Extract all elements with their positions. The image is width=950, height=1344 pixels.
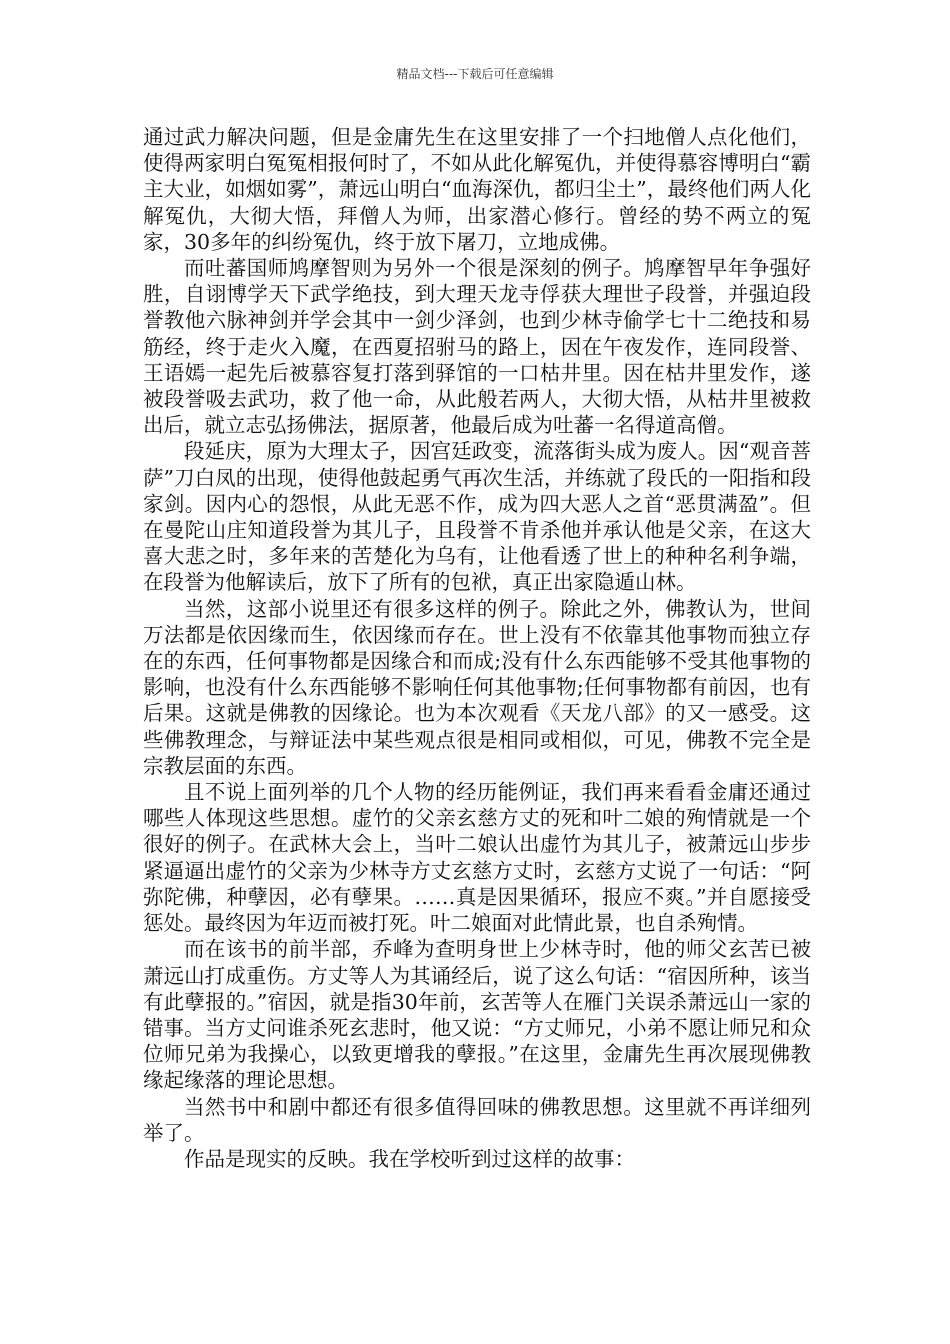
paragraph-1: 通过武力解决问题，但是金庸先生在这里安排了一个扫地僧人点化他们，使得两家明白冤冤相报何时了，不如从此化解冤仇，并使得慕容博明白“霸主大业，如烟如雾”，萧远山明白“血海深仇，都归尘土”，最终他们两人化解冤仇，大彻大悟，拜僧人为师，出家潜心修行。曾经的势不两立的冤家，30多年的纠纷冤仇，终于放下屠刀，立地成佛。 xyxy=(143,125,811,254)
paragraph-5: 且不说上面列举的几个人物的经历能例证，我们再来看看金庸还通过哪些人体现这些思想。虚竹的父亲玄慈方丈的死和叶二娘的殉情就是一个很好的例子。在武林大会上，当叶二娘认出虚竹为其儿子，被萧远山步步紧逼逼出虚竹的父亲为少林寺方丈玄慈方丈时，玄慈方丈说了一句话：“阿弥陀佛，种孽因，必有孽果。……真是因果循环，报应不爽。”并自愿接受惩处。最终因为年迈而被打死。叶二娘面对此情此景，也自杀殉情。 xyxy=(143,780,811,936)
document-body xyxy=(143,124,811,1172)
paragraph-7: 当然书中和剧中都还有很多值得回味的佛教思想。这里就不再详细列举了。 xyxy=(143,1094,811,1145)
paragraph-2: 而吐蕃国师鸠摩智则为另外一个很是深刻的例子。鸠摩智早年争强好胜，自诩博学天下武学绝技，到大理天龙寺俘获大理世子段誉，并强迫段誉教他六脉神剑并学会其中一剑少泽剑，也到少林寺偷学七十二绝技和易筋经，终于走火入魔，在西夏招驸马的路上，因在午夜发作，连同段誉、王语嫣一起先后被慕容复打落到驿馆的一口枯井里。因在枯井里发作，遂被段誉吸去武功，救了他一命，从此般若两人，大彻大悟，从枯井里被救出后，就立志弘扬佛法，据原著，他最后成为吐蕃一名得道高僧。 xyxy=(143,256,811,438)
paragraph-4: 当然，这部小说里还有很多这样的例子。除此之外，佛教认为，世间万法都是依因缘而生，依因缘而存在。世上没有不依靠其他事物而独立存在的东西，任何事物都是因缘合和而成;没有什么东西能够不受其他事物的影响，也没有什么东西能够不影响任何其他事物;任何事物都有前因，也有后果。这就是佛教的因缘论。也为本次观看《天龙八部》的又一感受。这些佛教理念，与辩证法中某些观点很是相同或相似，可见，佛教不完全是宗教层面的东西。 xyxy=(143,596,811,778)
page-header: 精品文档---下载后可任意编辑 xyxy=(396,67,554,81)
paragraph-6: 而在该书的前半部，乔峰为查明身世上少林寺时，他的师父玄苦已被萧远山打成重伤。方丈等人为其诵经后，说了这么句话：“宿因所种，该当有此孽报的。”宿因，就是指30年前，玄苦等人在雁门关误杀萧远山一家的错事。当方丈问谁杀死玄悲时，他又说：“方丈师兄，小弟不愿让师兄和众位师兄弟为我操心，以致更增我的孽报。”在这里，金庸先生再次展现佛教缘起缘落的理论思想。 xyxy=(143,937,811,1093)
paragraph-8: 作品是现实的反映。我在学校听到过这样的故事： xyxy=(184,1146,635,1171)
paragraph-3: 段延庆，原为大理太子，因宫廷政变，流落街头成为废人。因“观音菩萨”刀白凤的出现，使得他鼓起勇气再次生活，并练就了段氏的一阳指和段家剑。因内心的怨恨，从此无恶不作，成为四大恶人之首“恶贯满盈”。但在曼陀山庄知道段誉为其儿子，且段誉不肯杀他并承认他是父亲，在这大喜大悲之时，多年来的苦楚化为乌有，让他看透了世上的种种名利争端，在段誉为他解读后，放下了所有的包袱，真正出家隐遁山林。 xyxy=(143,439,811,595)
